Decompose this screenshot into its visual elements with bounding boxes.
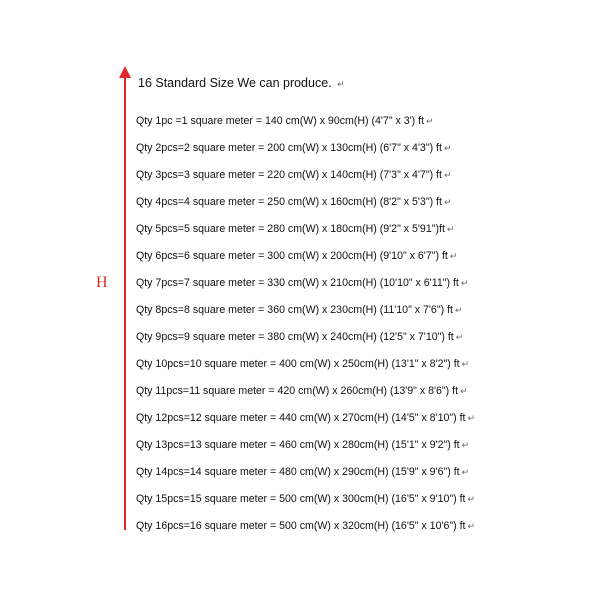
size-row-text: Qty 14pcs=14 square meter = 480 cm(W) x 290cm(H) (15'9" x 9'6") ft	[136, 466, 460, 478]
size-row	[136, 114, 475, 141]
paragraph-mark-icon: ↵	[449, 251, 458, 261]
size-row	[136, 249, 475, 276]
size-row	[136, 195, 475, 222]
size-row	[136, 168, 475, 195]
paragraph-mark-icon: ↵	[455, 332, 464, 342]
paragraph-mark-icon: ↵	[467, 521, 476, 531]
size-row-text: Qty 1pc =1 square meter = 140 cm(W) x 90cm(H) (4'7" x 3') ft	[136, 115, 425, 127]
title-text: 16 Standard Size We can produce.	[138, 76, 332, 90]
size-row-text: Qty 4pcs=4 square meter = 250 cm(W) x 160cm(H) (8'2" x 5'3") ft	[136, 196, 442, 208]
size-row-text: Qty 2pcs=2 square meter = 200 cm(W) x 130cm(H) (6'7" x 4'3") ft	[136, 142, 442, 154]
size-row	[136, 411, 475, 438]
size-row	[136, 330, 475, 357]
size-row	[136, 222, 475, 249]
height-arrow-icon	[118, 66, 132, 530]
size-row	[136, 519, 475, 546]
paragraph-mark-icon: ↵	[443, 170, 452, 180]
size-row	[136, 276, 475, 303]
size-row-text: Qty 11pcs=11 square meter = 420 cm(W) x 260cm(H) (13'9" x 8'6") ft	[136, 385, 459, 397]
paragraph-mark-icon: ↵	[446, 224, 455, 234]
height-axis-label: H	[96, 274, 108, 291]
size-row-text: Qty 7pcs=7 square meter = 330 cm(W) x 210cm(H) (10'10" x 6'11") ft	[136, 277, 459, 289]
paragraph-mark-icon: ↵	[443, 143, 452, 153]
paragraph-mark-icon: ↵	[467, 413, 476, 423]
size-row	[136, 465, 475, 492]
paragraph-mark-icon: ↵	[337, 79, 345, 89]
paragraph-mark-icon: ↵	[460, 386, 468, 396]
paragraph-mark-icon: ↵	[461, 359, 470, 369]
size-row	[136, 357, 475, 384]
size-row	[136, 492, 475, 519]
size-row	[136, 141, 475, 168]
paragraph-mark-icon: ↵	[461, 467, 470, 477]
document-title	[138, 76, 345, 90]
size-row-text: Qty 13pcs=13 square meter = 460 cm(W) x 280cm(H) (15'1" x 9'2") ft	[136, 439, 460, 451]
size-row-text: Qty 5pcs=5 square meter = 280 cm(W) x 180cm(H) (9'2" x 5'91")ft	[136, 223, 445, 235]
size-row-text: Qty 3pcs=3 square meter = 220 cm(W) x 140cm(H) (7'3" x 4'7") ft	[136, 169, 442, 181]
size-row-text: Qty 10pcs=10 square meter = 400 cm(W) x 250cm(H) (13'1" x 8'2") ft	[136, 358, 460, 370]
paragraph-mark-icon: ↵	[443, 197, 452, 207]
paragraph-mark-icon: ↵	[454, 305, 463, 315]
paragraph-mark-icon: ↵	[461, 440, 470, 450]
size-row-text: Qty 12pcs=12 square meter = 440 cm(W) x 270cm(H) (14'5" x 8'10") ft	[136, 412, 466, 424]
size-row	[136, 303, 475, 330]
size-row-text: Qty 16pcs=16 square meter = 500 cm(W) x 320cm(H) (16'5" x 10'6") ft	[136, 520, 466, 532]
size-row-text: Qty 9pcs=9 square meter = 380 cm(W) x 240cm(H) (12'5" x 7'10") ft	[136, 331, 454, 343]
size-row-text: Qty 15pcs=15 square meter = 500 cm(W) x 300cm(H) (16'5" x 9'10") ft	[136, 493, 466, 505]
size-row	[136, 384, 475, 411]
size-row	[136, 438, 475, 465]
paragraph-mark-icon: ↵	[460, 278, 469, 288]
paragraph-mark-icon: ↵	[426, 116, 434, 126]
paragraph-mark-icon: ↵	[467, 494, 476, 504]
size-row-text: Qty 8pcs=8 square meter = 360 cm(W) x 230cm(H) (11'10" x 7'6") ft	[136, 304, 453, 316]
size-list	[136, 114, 475, 546]
size-row-text: Qty 6pcs=6 square meter = 300 cm(W) x 200cm(H) (9'10" x 6'7") ft	[136, 250, 448, 262]
